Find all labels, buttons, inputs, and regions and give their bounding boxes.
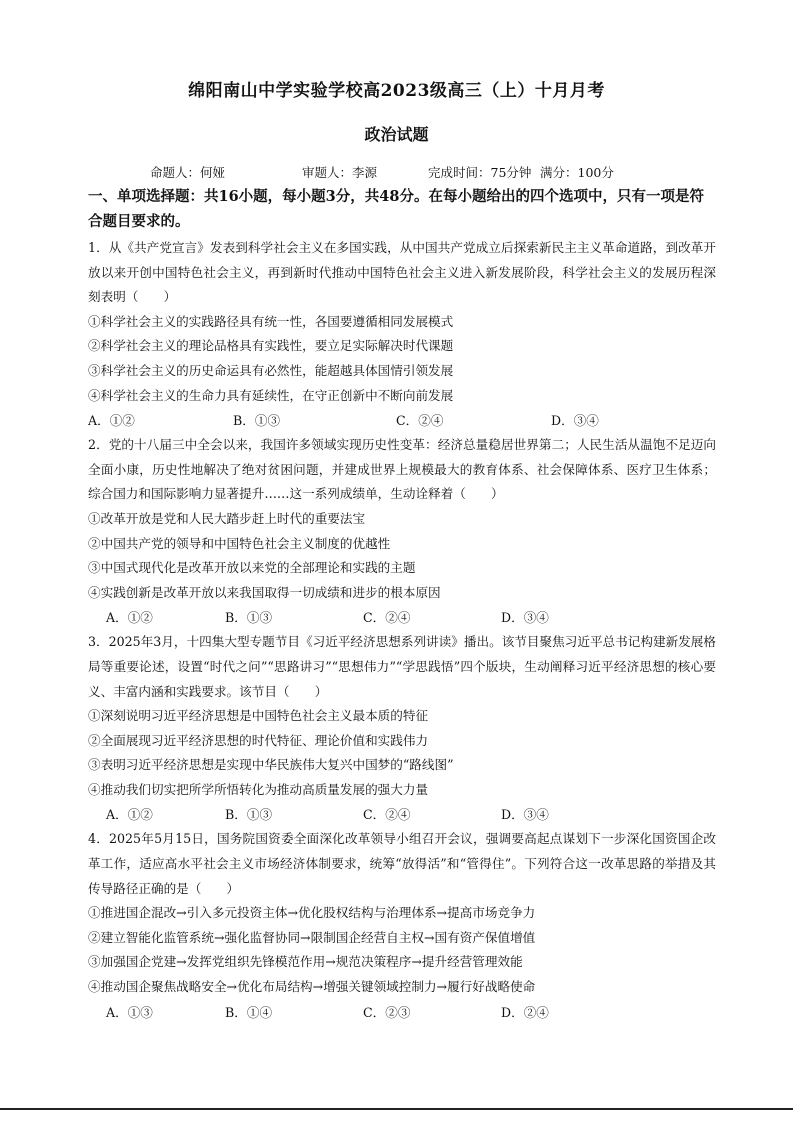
choice-c[interactable]: C．②④ xyxy=(363,807,411,823)
exam-title: 绵阳南山中学实验学校高2023级高三（上）十月月考 xyxy=(188,81,605,101)
choice-d[interactable]: D．③④ xyxy=(501,610,549,626)
answer-choices xyxy=(88,408,716,433)
question-4 xyxy=(88,827,716,1024)
choice-a[interactable]: A．①③ xyxy=(106,1004,153,1020)
statement-option: ③表明习近平经济思想是实现中华民族伟大复兴中国梦的“路线图” xyxy=(88,757,454,773)
reviewer-label: 审题人：李源 xyxy=(302,165,378,180)
statement-option: ④推动我们切实把所学所悟转化为推动高质量发展的强大力量 xyxy=(88,781,429,797)
statement-option: ③中国式现代化是改革开放以来党的全部理论和实践的主题 xyxy=(88,560,416,576)
statement-option: ②建立智能化监管系统→强化监督协同→限制国企经营自主权→国有资产保值增值 xyxy=(88,929,536,945)
choice-b[interactable]: B．①③ xyxy=(225,807,273,823)
duration-label: 完成时间：75分钟 xyxy=(428,165,532,180)
statement-option: ①科学社会主义的实践路径具有统一性，各国要遵循相同发展模式 xyxy=(88,313,454,329)
question-stem: 2．党的十八届三中全会以来，我国许多领域实现历史性变革：经济总量稳居世界第二；人民生活从温饱不足迈向全面小康，历史性地解决了绝对贫困问题，并建成世界上规模最大的教育体系、社会保障体系、医疗卫生体系；综合国力和国际影响力显著提升……这一系列成绩单，生动诠释着（ ） xyxy=(88,437,716,502)
question-list xyxy=(88,236,716,1025)
choice-b[interactable]: B．①④ xyxy=(225,1004,273,1020)
question-3 xyxy=(88,630,716,827)
statement-option: ④科学社会主义的生命力具有延续性，在守正创新中不断向前发展 xyxy=(88,387,454,403)
statement-option: ④实践创新是改革开放以来我国取得一切成绩和进步的根本原因 xyxy=(88,584,441,600)
statement-option: ③科学社会主义的历史命运具有必然性，能超越具体国情引领发展 xyxy=(88,362,454,378)
exam-subtitle: 政治试题 xyxy=(364,125,429,144)
answer-choices xyxy=(88,605,716,630)
choice-d[interactable]: D．③④ xyxy=(551,413,599,429)
choice-a[interactable]: A．①② xyxy=(106,610,153,626)
section-heading: 一、单项选择题：共16小题，每小题3分，共48分。在每小题给出的四个选项中，只有一项是符合题目要求的。 xyxy=(88,188,704,230)
statement-option: ②科学社会主义的理论品格具有实践性，要立足实际解决时代课题 xyxy=(88,338,454,354)
statement-option: ③加强国企党建→发挥党组织先锋模范作用→规范决策程序→提升经营管理效能 xyxy=(88,954,523,970)
answer-choices xyxy=(88,802,716,827)
statement-option: ②全面展现习近平经济思想的时代特征、理论价值和实践伟力 xyxy=(88,732,429,748)
statement-option: ①深刻说明习近平经济思想是中国特色社会主义最本质的特征 xyxy=(88,708,429,724)
author-label: 命题人：何娅 xyxy=(150,165,226,180)
exam-meta xyxy=(150,163,614,181)
choice-d[interactable]: D．③④ xyxy=(501,807,549,823)
question-stem: 3．2025年3月，十四集大型专题节目《习近平经济思想系列讲读》播出。该节目聚焦习近平总书记构建新发展格局等重要论述，设置“时代之问”“思路讲习”“思想伟力”“学思践悟”四个版块，生动阐释习近平经济思想的核心要义、丰富内涵和实践要求。该节目（ ） xyxy=(88,634,716,699)
question-stem: 4．2025年5月15日，国务院国资委全面深化改革领导小组召开会议，强调要高起点谋划下一步深化国资国企改革工作，适应高水平社会主义市场经济体制要求，统筹“放得活”和“管得住”。下列符合这一改革思路的举措及其传导路径正确的是（ ） xyxy=(88,831,716,896)
choice-b[interactable]: B．①③ xyxy=(225,610,273,626)
question-1 xyxy=(88,236,716,433)
choice-c[interactable]: C．②④ xyxy=(363,610,411,626)
choice-c[interactable]: C．②④ xyxy=(396,413,444,429)
statement-option: ①推进国企混改→引入多元投资主体→优化股权结构与治理体系→提高市场竞争力 xyxy=(88,905,536,921)
choice-d[interactable]: D．②④ xyxy=(501,1004,549,1020)
question-2 xyxy=(88,433,716,630)
full-score-label: 满分：100分 xyxy=(540,165,614,180)
choice-c[interactable]: C．②③ xyxy=(363,1004,411,1020)
choice-a[interactable]: A．①② xyxy=(88,413,135,429)
choice-b[interactable]: B．①③ xyxy=(233,413,281,429)
statement-option: ①改革开放是党和人民大踏步赶上时代的重要法宝 xyxy=(88,510,366,526)
footer-divider xyxy=(0,1108,793,1110)
choice-a[interactable]: A．①② xyxy=(106,807,153,823)
statement-option: ④推动国企聚焦战略安全→优化布局结构→增强关键领域控制力→履行好战略使命 xyxy=(88,979,536,995)
statement-option: ②中国共产党的领导和中国特色社会主义制度的优越性 xyxy=(88,535,391,551)
answer-choices xyxy=(88,1000,716,1025)
question-stem: 1．从《共产党宣言》发表到科学社会主义在多国实践，从中国共产党成立后探索新民主主义革命道路，到改革开放以来开创中国特色社会主义，再到新时代推动中国特色社会主义进入新发展阶段，科学社会主义的发展历程深刻表明（ ） xyxy=(88,240,716,305)
